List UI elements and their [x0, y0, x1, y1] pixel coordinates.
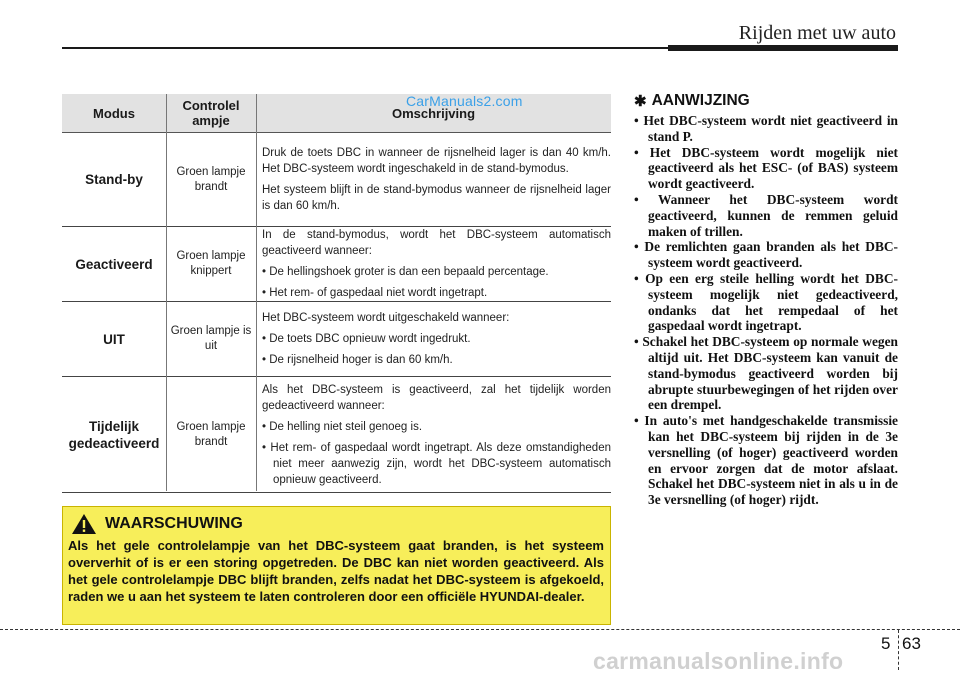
note-header	[634, 92, 898, 110]
header-rule-accent	[668, 45, 898, 51]
note-title: AANWIJZING	[651, 92, 750, 109]
section-title: Rijden met uw auto	[738, 22, 896, 44]
column-divider	[256, 94, 257, 491]
column-header-lamp	[166, 94, 256, 132]
lamp-cell: Groen lampje knippert	[176, 250, 246, 277]
column-header-mode: Modus	[93, 105, 135, 121]
chapter-number: 5	[881, 634, 891, 653]
lamp-cell: Groen lampje brandt	[176, 165, 246, 193]
table-row	[62, 133, 611, 227]
note-item: • Het DBC-systeem wordt mogelijk niet geactiveerd als het ESC- (of BAS) systeem wordt geactiveerd.	[634, 144, 898, 192]
table-header	[62, 94, 611, 133]
footer-watermark: carmanualsonline.info	[593, 648, 844, 674]
note-item: • De remlichten gaan branden als het DBC-systeem wordt geactiveerd.	[634, 239, 898, 271]
description-bullet: • De toets DBC opnieuw wordt ingedrukt.	[262, 333, 471, 345]
note-star-icon: ✱	[634, 93, 647, 110]
note-list	[634, 113, 898, 508]
warning-title: WAARSCHUWING	[105, 515, 243, 532]
table-row	[62, 377, 611, 493]
table-row	[62, 302, 611, 377]
mode-cell: UIT	[103, 331, 125, 347]
column-header-lamp-text: Controlelampje	[182, 98, 240, 128]
dbc-mode-table	[62, 94, 611, 493]
description-text: Het DBC-systeem wordt uitgeschakeld wanneer:	[262, 312, 510, 324]
page-number: 63	[902, 634, 921, 653]
description-text: Druk de toets DBC in wanneer de rijsnelheid lager is dan 40 km/h. Het DBC-systeem wordt ingeschakeld in de stand-bymodus.	[262, 147, 611, 175]
lamp-cell: Groen lampje is uit	[170, 325, 252, 352]
footer-page-divider	[898, 630, 899, 670]
description-text: Als het DBC-systeem is geactiveerd, zal het tijdelijk worden gedeactiveerd wanneer:	[262, 383, 611, 412]
warning-triangle-icon	[71, 513, 97, 535]
description-cell	[256, 133, 611, 226]
watermark-text: CarManuals2.com	[406, 93, 523, 109]
warning-box	[62, 506, 611, 625]
warning-header	[71, 513, 243, 535]
table-row	[62, 227, 611, 302]
note-item: • Schakel het DBC-systeem op normale wegen altijd uit. Het DBC-systeem kan vanuit de stand-bymodus geactiveerd worden bij abrupte stuurbewegingen of het rijden over een drempel.	[634, 334, 898, 413]
description-bullet: • De rijsnelheid hoger is dan 60 km/h.	[262, 354, 453, 366]
footer-divider	[0, 629, 960, 630]
note-item: • Wanneer het DBC-systeem wordt geactiveerd, kunnen de remmen geluid maken of trillen.	[634, 191, 898, 239]
warning-body: Als het gele controlelampje van het DBC-systeem gaat branden, is het systeem oververhit of is er een storing opgetreden. De DBC kan niet worden geactiveerd. Als het gele controlelampje DBC blijft branden, zelfs nadat het DBC-systeem is afgekoeld, raden we u aan het systeem te laten controleren door een officiële HYUNDAI-dealer.	[68, 538, 604, 604]
description-text: In de stand-bymodus, wordt het DBC-systeem automatisch geactiveerd wanneer:	[262, 229, 611, 257]
mode-cell: Stand-by	[85, 172, 143, 187]
description-cell	[256, 302, 611, 376]
note-item: • Het DBC-systeem wordt niet geactiveerd in stand P.	[634, 113, 898, 144]
mode-cell: Geactiveerd	[75, 256, 153, 272]
description-bullet: • Het rem- of gaspedaal niet wordt ingetrapt.	[262, 287, 488, 299]
description-cell	[256, 227, 611, 301]
mode-cell: Tijdelijk gedeactiveerd	[68, 418, 160, 451]
description-text: Het systeem blijft in de stand-bymodus wanneer de rijsnelheid lager is dan 60 km/h.	[262, 184, 611, 212]
column-header-description: Omschrijving	[391, 105, 476, 121]
description-bullet: • De helling niet steil genoeg is.	[262, 420, 423, 433]
column-divider	[166, 94, 167, 491]
note-section	[634, 92, 898, 508]
description-bullet: • Het rem- of gaspedaal wordt ingetrapt. Als deze omstandigheden niet meer aanwezig zijn, wordt het DBC-systeem automatisch opnieuw geactiveerd.	[262, 441, 611, 486]
lamp-cell: Groen lampje brandt	[176, 420, 246, 448]
description-cell	[256, 377, 611, 492]
description-bullet: • De hellingshoek groter is dan een bepaald percentage.	[262, 266, 549, 278]
note-item: • Op een erg steile helling wordt het DBC-systeem mogelijk niet gedeactiveerd, ondanks dat het rempedaal of het gaspedaal wordt ingetrapt.	[634, 270, 898, 334]
note-item: • In auto's met handgeschakelde transmissie kan het DBC-systeem bij rijden in de 3e versnelling (of hoger) geactiveerd worden en ervoor zorgen dat de motor afslaat. Schakel het DBC-systeem niet in als u in de 3e versnelling (of hoger) rijdt.	[634, 413, 898, 508]
